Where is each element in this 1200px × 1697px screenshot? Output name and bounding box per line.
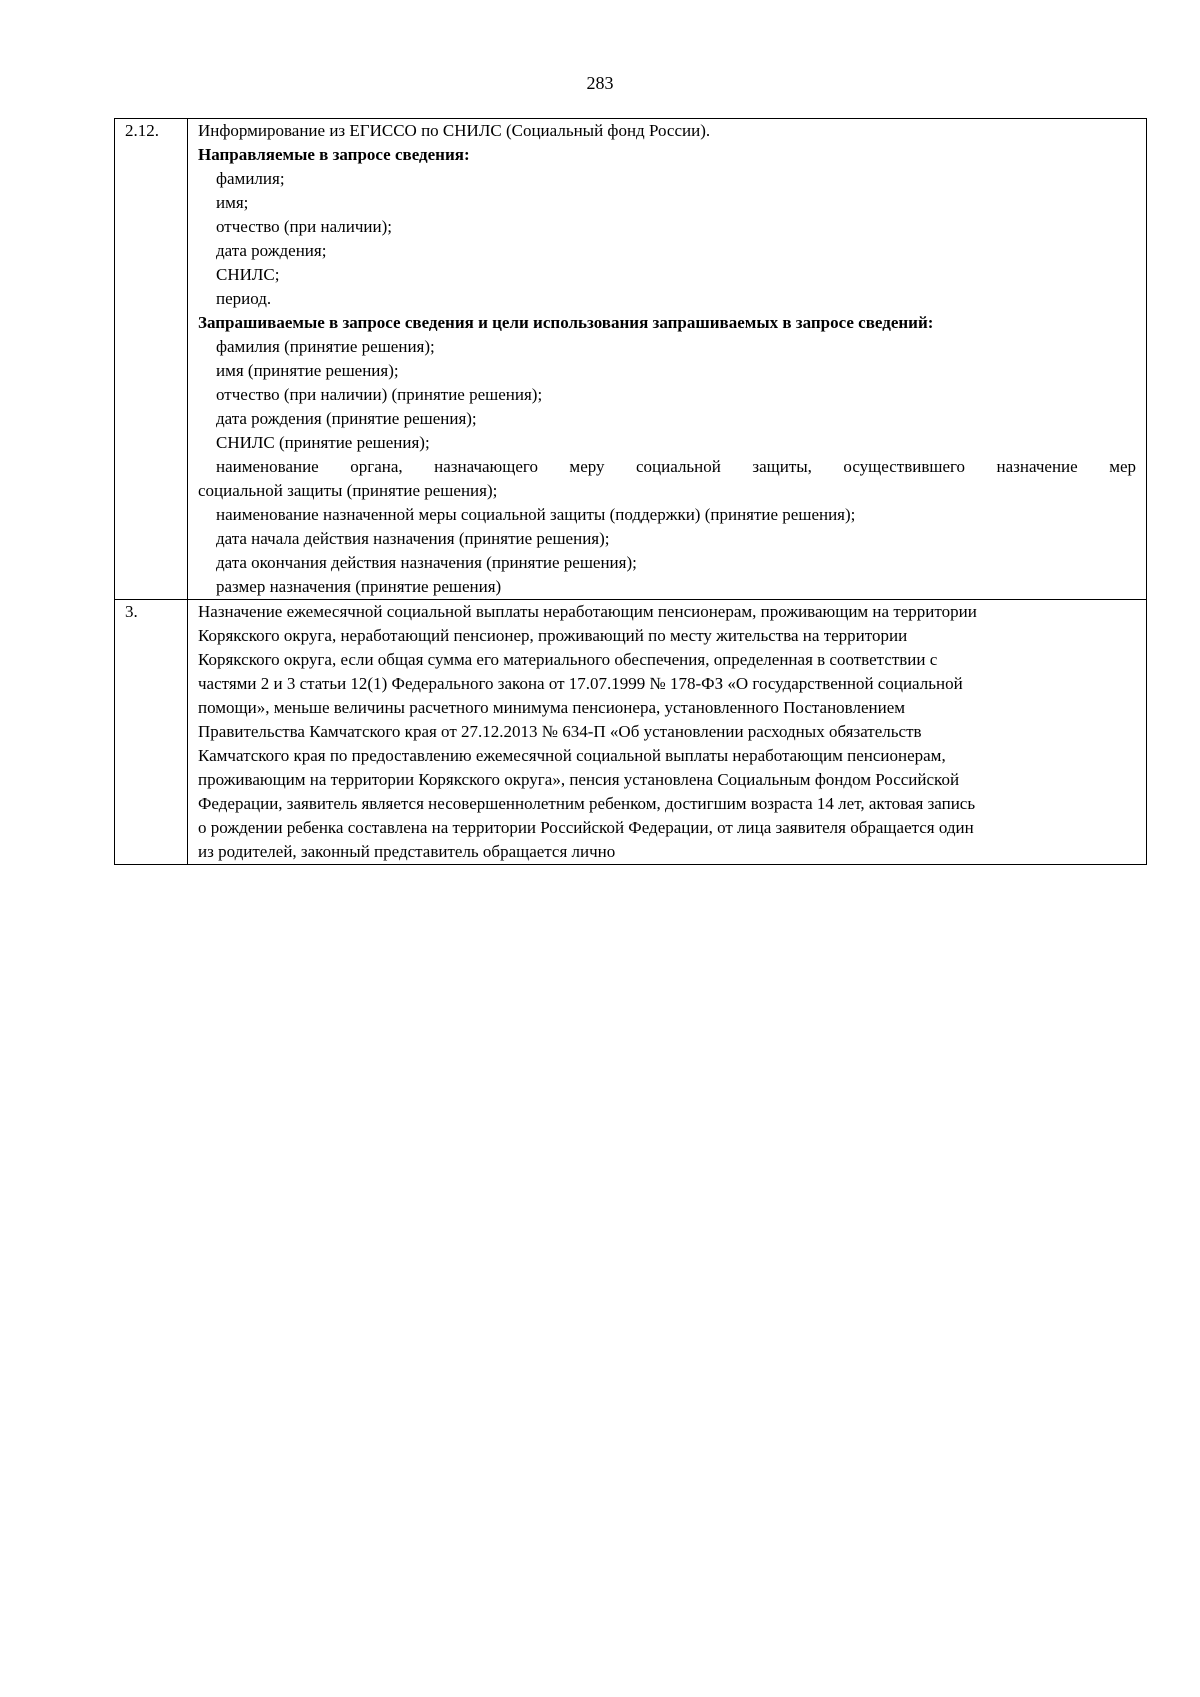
text-line: о рождении ребенка составлена на территории Российской Федерации, от лица заявителя обращается один [198,818,974,837]
text-line: отчество (при наличии) (принятие решения); [216,385,543,404]
section-heading: Запрашиваемые в запросе сведения и цели использования запрашиваемых в запросе сведений: [198,313,934,332]
text-line: размер назначения (принятие решения) [216,577,502,596]
text-line: имя (принятие решения); [216,361,399,380]
requirements-table [114,118,1147,865]
text-line: СНИЛС; [216,265,280,284]
text-line: Назначение ежемесячной социальной выплаты неработающим пенсионерам, проживающим на территории [198,602,977,621]
text-line: наименование органа, назначающего меру социальной защиты, осуществившего назначение мер [216,457,1136,476]
text-line: период. [216,289,272,308]
text-line: дата рождения (принятие решения); [216,409,477,428]
text-line: помощи», меньше величины расчетного минимума пенсионера, установленного Постановлением [198,698,906,717]
row-content [188,119,1147,600]
text-line: Корякского округа, если общая сумма его материального обеспечения, определенная в соответствии с [198,650,938,669]
text-line: дата окончания действия назначения (принятие решения); [216,553,637,572]
text-line: отчество (при наличии); [216,217,392,236]
row-number: 3. [115,600,188,865]
text-line: Информирование из ЕГИССО по СНИЛС (Социальный фонд России). [198,121,711,140]
table-row [115,600,1147,865]
text-line: проживающим на территории Корякского округа», пенсия установлена Социальным фондом Российской [198,770,960,789]
text-line: наименование назначенной меры социальной защиты (поддержки) (принятие решения); [216,505,856,524]
text-line: дата начала действия назначения (принятие решения); [216,529,610,548]
text-line: фамилия; [216,169,285,188]
text-line: Корякского округа, неработающий пенсионер, проживающий по месту жительства на территории [198,626,908,645]
text-line: дата рождения; [216,241,327,260]
text-line: Камчатского края по предоставлению ежемесячной социальной выплаты неработающим пенсионерам, [198,746,946,765]
page-number: 283 [586,73,614,93]
table-row [115,119,1147,600]
text-line: социальной защиты (принятие решения); [198,481,498,500]
text-line: Федерации, заявитель является несовершеннолетним ребенком, достигшим возраста 14 лет, актовая запись [198,794,976,813]
text-line: СНИЛС (принятие решения); [216,433,430,452]
text-line: фамилия (принятие решения); [216,337,435,356]
text-line: из родителей, законный представитель обращается лично [198,842,616,861]
text-line: имя; [216,193,249,212]
section-heading: Направляемые в запросе сведения: [198,145,470,164]
row-content [188,600,1147,865]
text-line: частями 2 и 3 статьи 12(1) Федерального закона от 17.07.1999 № 178-ФЗ «О государственной социальной [198,674,963,693]
row-number: 2.12. [115,119,188,600]
text-line: Правительства Камчатского края от 27.12.2013 № 634-П «Об установлении расходных обязательств [198,722,922,741]
